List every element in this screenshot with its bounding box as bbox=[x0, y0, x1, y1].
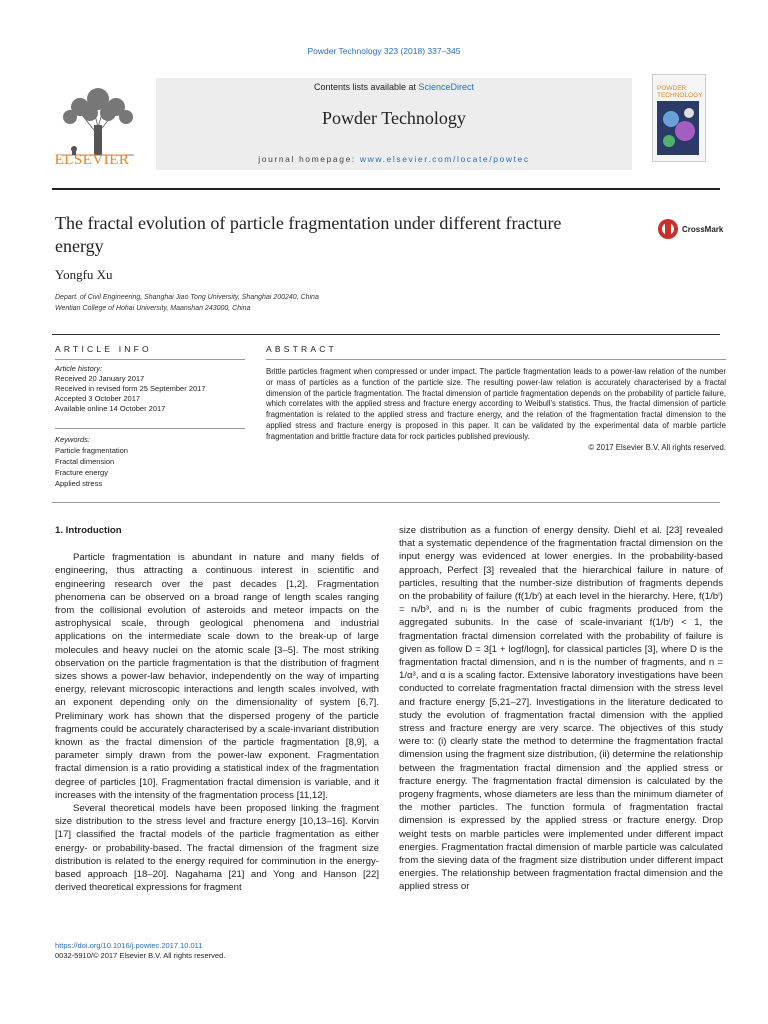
footer bbox=[55, 941, 225, 961]
affiliation-1: Depart. of Civil Engineering, Shanghai Jiao Tong University, Shanghai 200240, China bbox=[55, 294, 319, 301]
contents-prefix: Contents lists available at bbox=[313, 82, 419, 92]
article-history bbox=[55, 364, 245, 414]
journal-cover-thumbnail[interactable] bbox=[652, 74, 706, 162]
abstract-body bbox=[266, 367, 726, 453]
author-name[interactable]: Yongfu Xu bbox=[55, 267, 113, 282]
homepage-line bbox=[156, 154, 632, 164]
online-date: Available online 14 October 2017 bbox=[55, 404, 166, 413]
keyword-item: Particle fragmentation bbox=[55, 446, 128, 455]
doi-link[interactable]: https://doi.org/10.1016/j.powtec.2017.10.011 bbox=[55, 941, 203, 950]
article-title: The fractal evolution of particle fragmentation under different fracture energy bbox=[55, 213, 562, 256]
body-right-column bbox=[399, 524, 723, 894]
section-heading: 1. Introduction bbox=[55, 525, 122, 536]
affiliations bbox=[55, 292, 319, 314]
homepage-prefix: journal homepage: bbox=[258, 154, 360, 164]
keywords-rule bbox=[55, 428, 245, 429]
received-date: Received 20 January 2017 bbox=[55, 374, 145, 383]
keyword-item: Applied stress bbox=[55, 479, 103, 488]
abstract-text: Brittle particles fragment when compressed or under impact. The particle fragmentation leads to a power-law relation of the number or mass of particles as a function of the particle size. The resulting power-law relation is accurately characterised by a fractal dimension of the particle fragmentation. The fractal dimension of particle fragmentation depends on the probability of particle failure, which correlates with the applied stress and fracture energy according to Weibull's statistics. Thus, the fractal dimension of particle fragmentation is related to the applied stress and fracture energy, and the relation of the fragmentation fractal dimension to the applied stress and fracture energy is proposed in this paper. It can be validated by the experimental data of marble particle fragmentation and brittle fracture data for rock particles published previously. bbox=[266, 367, 726, 441]
journal-title: Powder Technology bbox=[322, 108, 466, 128]
info-rule bbox=[55, 359, 245, 360]
sciencedirect-link[interactable]: ScienceDirect bbox=[418, 82, 475, 92]
abstract-heading: ABSTRACT bbox=[266, 344, 337, 354]
keywords bbox=[55, 434, 245, 489]
article-info-heading: ARTICLE INFO bbox=[55, 344, 152, 354]
journal-citation[interactable]: Powder Technology 323 (2018) 337–345 bbox=[307, 46, 461, 56]
history-label: Article history: bbox=[55, 364, 103, 373]
contents-line bbox=[156, 82, 632, 92]
issn-line: 0032-5910/© 2017 Elsevier B.V. All rights reserved. bbox=[55, 951, 226, 960]
paragraph: Several theoretical models have been proposed linking the fragment size distribution to the stress level and fracture energy [10,13–16]. Korvin [17] classified the fractal models of the particle fragmentation as either energy- or probability-based. The fractal dimension of the fragment size distribution is related to the energy required for comminution in the energy-based approach [18–20]. Nagahama [21] and Yong and Hanson [22] derived theoretical expressions for fragment bbox=[55, 803, 379, 894]
crossmark-label[interactable]: CrossMark bbox=[682, 225, 724, 234]
keyword-item: Fractal dimension bbox=[55, 457, 115, 466]
homepage-link[interactable]: www.elsevier.com/locate/powtec bbox=[359, 154, 530, 164]
paragraph: size distribution as a function of energy density. Diehl et al. [23] revealed that a systematic dependence of the fragmentation fractal dimension on the input energy was evidenced at lower energies. In the probability-based approach, Perfect [3] revealed that the hierarchical failure in nature of particles, resulting that the number-size distribution of fragments depends on the probability of failure (f(1/bⁱ) at each level in the hierarchy. Here, f(1/bⁱ) = nᵢ/b³, and nᵢ is the number of cubic fragments produced from the aggregated subunits. In the case of scale-invariant f(1/bⁱ) < 1, the fragmentation fractal dimension correlated with the probability of failure is given as follow D = 3[1 + logf/logn], for classical particles [3], where D is the fragmentation fractal dimension, and n is the number of fragments, and n = 1/α³, and α is a scaling factor. Extensive laboratory investigations have been conducted to correlate fragmentation fractal dimension with the stress level and fracture energy [5,21–27]. Investigations in the literature dedicated to study the evolution of fragmentation fractal dimension with the applied stress and fracture energy are very scarce. The objectives of this study were to: (i) clearly state the method to determine the fragmentation fractal dimension using the fragment size distribution, (ii) determine the relationship between the fragmentation fractal dimension and the applied stress or fracture energy. The fragmentation fractal dimension is calculated by the progeny fragments, whose diameters are less than the minimum diameter of the mother particles. The function formula of fragmentation fractal dimension is expressed by the applied stress or fracture energy. Drop weight tests on marble particles were implemented under different impact energies. Fragmentation fractal dimension of marble particle was calculated from the sieving data of the fragment size distribution under different impact energies. The relationship between fragmentation fractal dimension and the applied stress or bbox=[399, 525, 723, 893]
banner-center bbox=[156, 78, 632, 170]
abstract-rule bbox=[266, 359, 726, 360]
body-top-rule bbox=[52, 502, 720, 503]
header-rule bbox=[52, 188, 720, 190]
keywords-label: Keywords: bbox=[55, 435, 91, 444]
keyword-item: Fracture energy bbox=[55, 468, 108, 477]
abstract-copyright: © 2017 Elsevier B.V. All rights reserved. bbox=[588, 442, 726, 452]
journal-banner bbox=[52, 74, 720, 176]
publisher-wordmark: ELSEVIER bbox=[54, 152, 130, 168]
affiliation-2: Wentian College of Hohai University, Maanshan 243000, China bbox=[55, 305, 251, 312]
accepted-date: Accepted 3 October 2017 bbox=[55, 394, 141, 403]
cover-title: POWDER TECHNOLOGY bbox=[657, 85, 703, 99]
paragraph: Particle fragmentation is abundant in nature and many fields of engineering, thus attracting a continuous interest in scientific and engineering research over the past decades [1,2]. Fragmentation phenomena can be observed on a broad range of length scales ranging from the collisional evolution of asteroids and meteor impacts on the astrophysical scale, through geological phenomena and industrial applications on the intermediate scale down to the break-up of large molecules and heavy nuclei on the atomic scale [3–5]. The most striking observation on the particle fragmentation is that the distribution of fragment sizes shows a power-law behavior, independently on the way of imparting energy, relevant microscopic interactions and length scales involved, with an exponent depending only on the dimensionality of system [6,7]. Preliminary work has shown that the dispersed progeny of the particle fragments could be accurately characterised by a scale-invariant distribution known as the fractal dimension of the particle fragmentation [8,9], a parameter simply drawn from the power-law exponent. Fragmentation fractal dimension is a ratio providing a statistical index of the fragmentation degree of particles [10]. Fragmentation fractal dimension is variable, and it increases with the intensity of the fragmentation process [11,12]. bbox=[55, 552, 379, 801]
cover-art-image bbox=[657, 101, 699, 155]
abstract-top-rule bbox=[52, 334, 720, 335]
body-left-column bbox=[55, 524, 379, 894]
revised-date: Received in revised form 25 September 2017 bbox=[55, 384, 206, 393]
